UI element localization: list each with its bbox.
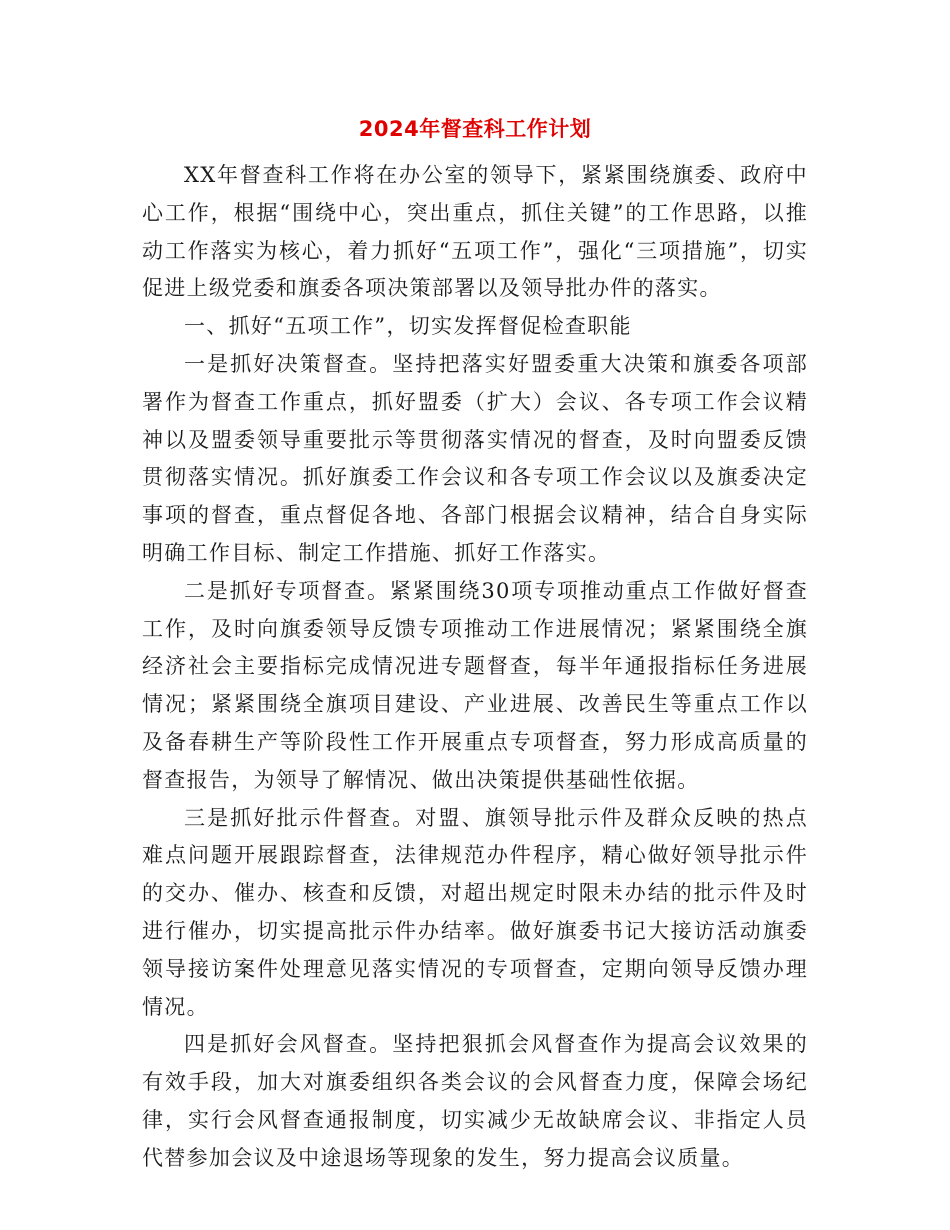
paragraph-special-supervision: 二是抓好专项督查。紧紧围绕30项专项推动重点工作做好督查工作，及时向旗委领导反馈专项推动工作进展情况；紧紧围绕全旗经济社会主要指标完成情况进专题督查，每半年通报指标任务进展情况；紧紧围绕全旗项目建设、产业进展、改善民生等重点工作以及备春耕生产等阶段性工作开展重点专项督查，努力形成高质量的督查报告，为领导了解情况、做出决策提供基础性依据。 [142, 578, 808, 792]
paragraph-meeting-supervision: 四是抓好会风督查。坚持把狠抓会风督查作为提高会议效果的有效手段，加大对旗委组织各类会议的会风督查力度，保障会场纪律，实行会风督查通报制度，切实减少无故缺席会议、非指定人员代替参加会议及中途退场等现象的发生，努力提高会议质量。 [142, 1032, 808, 1170]
document-title: 2024年督查科工作计划 [358, 117, 592, 141]
paragraph-decision-supervision: 一是抓好决策督查。坚持把落实好盟委重大决策和旗委各项部署作为督查工作重点，抓好盟委（扩大）会议、各专项工作会议精神以及盟委领导重要批示等贯彻落实情况的督查，及时向盟委反馈贯彻落实情况。抓好旗委工作会议和各专项工作会议以及旗委决定事项的督查，重点督促各地、各部门根据会议精神，结合自身实际明确工作目标、制定工作措施、抓好工作落实。 [142, 351, 808, 565]
document-body [142, 157, 808, 1178]
paragraph-instruction-supervision: 三是抓好批示件督查。对盟、旗领导批示件及群众反映的热点难点问题开展跟踪督查，法律规范办件程序，精心做好领导批示件的交办、催办、核查和反馈，对超出规定时限未办结的批示件及时进行催办，切实提高批示件办结率。做好旗委书记大接访活动旗委领导接访案件处理意见落实情况的专项督查，定期向领导反馈办理情况。 [142, 805, 808, 1019]
intro-paragraph: XX年督查科工作将在办公室的领导下，紧紧围绕旗委、政府中心工作，根据“围绕中心，突出重点，抓住关键”的工作思路，以推动工作落实为核心，着力抓好“五项工作”，强化“三项措施”，切实促进上级党委和旗委各项决策部署以及领导批办件的落实。 [142, 163, 808, 301]
section-heading: 一、抓好“五项工作”，切实发挥督促检查职能 [184, 314, 632, 339]
